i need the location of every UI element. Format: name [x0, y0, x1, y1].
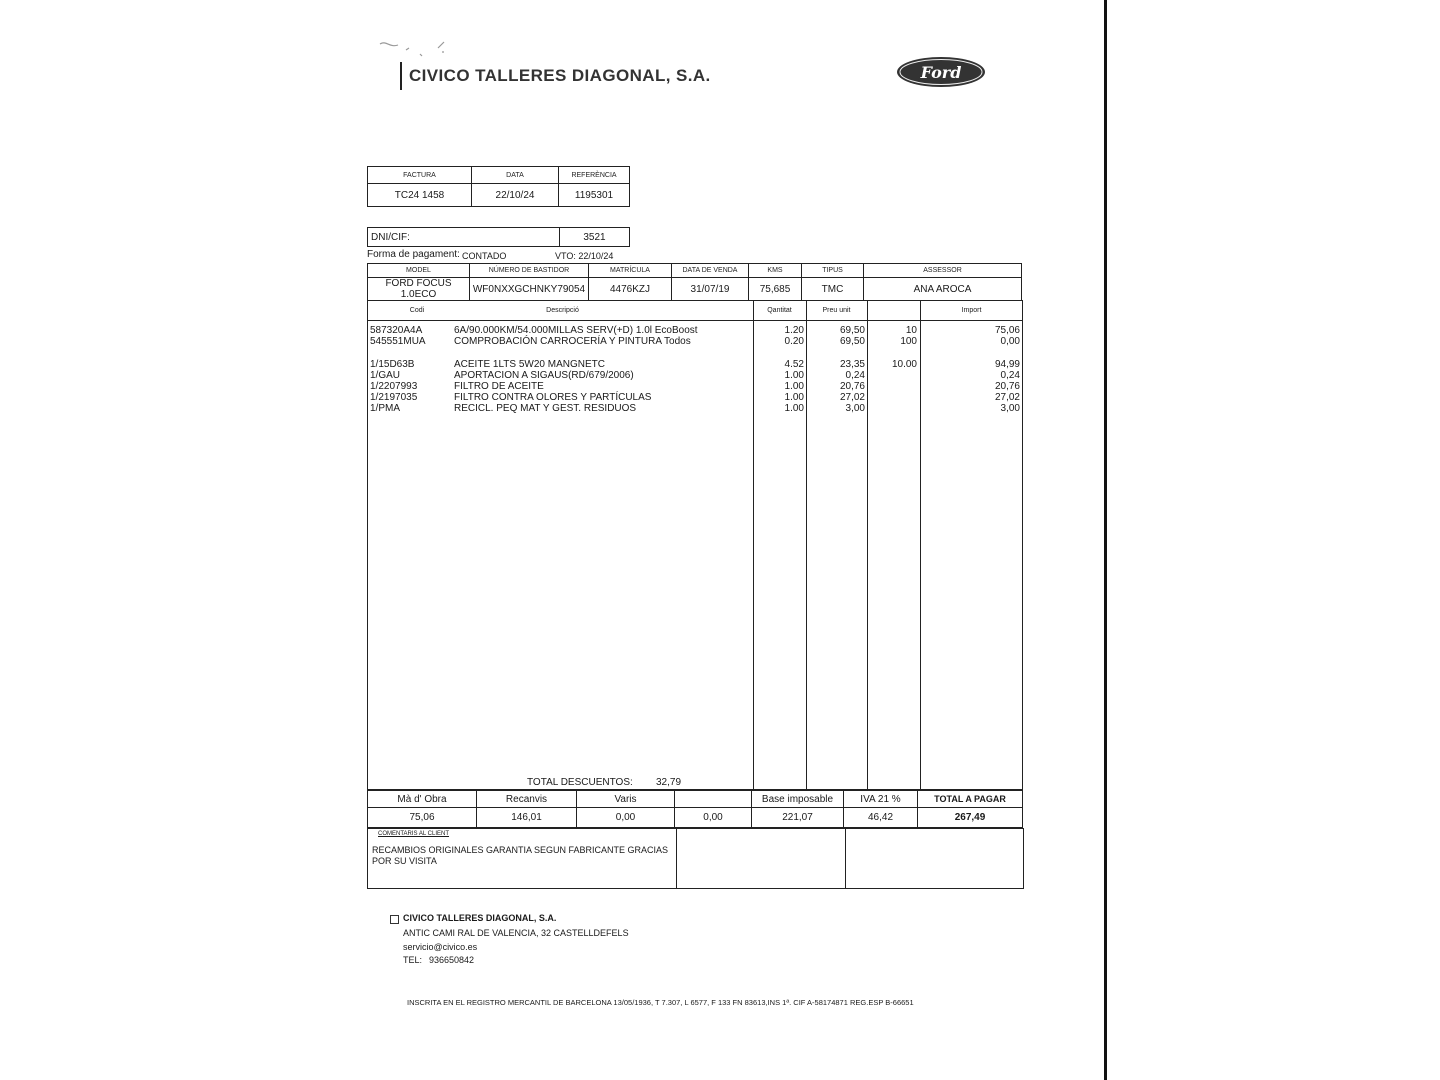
line-amount: 0,00: [1000, 336, 1020, 347]
tax-base-value: 221,07: [752, 808, 844, 828]
total-discounts-label: TOTAL DESCUENTOS:: [527, 777, 633, 788]
line-quantity: 1.00: [784, 392, 804, 403]
line-code: 545551MUA: [370, 336, 426, 347]
vin-value: WF0NXXGCHNKY79054: [470, 278, 589, 301]
company-header: CIVICO TALLERES DIAGONAL, S.A.: [400, 62, 711, 90]
line-unit-price: 20,76: [839, 381, 865, 392]
totals-table: [367, 790, 1023, 828]
col-amount-header: Import: [961, 307, 982, 314]
footer-tel-label: TEL:: [403, 955, 423, 965]
vat-value: 46,42: [844, 808, 918, 828]
line-quantity: 1.20: [784, 325, 804, 336]
line-description: RECICL. PEQ MAT Y GEST. RESIDUOS: [454, 403, 637, 414]
table-row: [0, 381, 1440, 392]
line-quantity: 0.20: [784, 336, 804, 347]
vat-label: IVA 21 %: [844, 791, 918, 808]
line-description: APORTACION A SIGAUS(RD/679/2006): [454, 370, 634, 381]
checkbox-icon: [390, 915, 399, 924]
total-due-label: TOTAL A PAGAR: [918, 791, 1023, 808]
line-amount: 0,24: [1000, 370, 1020, 381]
advisor-label: ASSESSOR: [864, 264, 1022, 278]
labour-label: Mà d' Obra: [368, 791, 477, 808]
total-due-value: 267,49: [918, 808, 1023, 828]
plate-value: 4476KZJ: [589, 278, 672, 301]
line-code: 1/2207993: [370, 381, 418, 392]
line-quantity: 1.00: [784, 370, 804, 381]
misc-label: Varis: [577, 791, 675, 808]
footer-company: CIVICO TALLERES DIAGONAL, S.A.: [403, 913, 557, 923]
kms-label: KMS: [749, 264, 802, 278]
registry-note: INSCRITA EN EL REGISTRO MERCANTIL DE BARCELONA 13/05/1936, T 7.307, L 6577, F 133 FN 83613,INS 1ª. CIF A-58174871 REG.ESP B-66651: [407, 998, 914, 1007]
line-description: 6A/90.000KM/54.000MILLAS SERV(+D) 1.0l EcoBoost: [454, 325, 698, 336]
footer-tel: 936650842: [429, 955, 475, 965]
type-value: TMC: [802, 278, 864, 301]
col-description-header: Descripció: [546, 307, 579, 314]
invoice-info-table: [367, 166, 630, 207]
blank-label: [675, 791, 752, 808]
vehicle-table: [367, 263, 1022, 301]
table-row: [0, 392, 1440, 403]
comments-label: COMENTARIS AL CLIENT: [378, 831, 450, 837]
table-row: [0, 325, 1440, 336]
sale-date-label: DATA DE VENDA: [672, 264, 749, 278]
line-code: 1/PMA: [370, 403, 401, 414]
invoice-number: TC24 1458: [368, 184, 472, 207]
col-price-header: Preu unit: [822, 307, 851, 314]
line-unit-price: 69,50: [839, 325, 865, 336]
line-unit-price: 3,00: [845, 403, 865, 414]
advisor-value: ANA AROCA: [864, 278, 1022, 301]
payment-method: CONTADO: [462, 251, 507, 261]
page-edge: [1104, 0, 1107, 1080]
ford-logo: [896, 56, 986, 88]
model-value: FORD FOCUS 1.0ECO: [368, 278, 470, 301]
line-amount: 3,00: [1000, 403, 1020, 414]
line-code: 1/GAU: [370, 370, 401, 381]
plate-label: MATRÍCULA: [589, 264, 672, 278]
line-amount: 20,76: [994, 381, 1020, 392]
col-code-header: Codi: [409, 307, 425, 314]
line-quantity: 4.52: [784, 359, 804, 370]
line-description: COMPROBACIÓN CARROCERÍA Y PINTURA Todos: [454, 336, 691, 347]
line-code: 1/15D63B: [370, 359, 415, 370]
line-discount: 10: [905, 325, 917, 336]
footer-address: ANTIC CAMI RAL DE VALENCIA, 32 CASTELLDEFELS: [403, 928, 629, 938]
line-code: 587320A4A: [370, 325, 423, 336]
line-amount: 75,06: [994, 325, 1020, 336]
invoice-reference: 1195301: [559, 184, 630, 207]
line-quantity: 1.00: [784, 403, 804, 414]
line-description: ACEITE 1LTS 5W20 MANGNETC: [454, 359, 605, 370]
model-label: MODEL: [368, 264, 470, 278]
table-row: [0, 403, 1440, 414]
misc-value: 0,00: [577, 808, 675, 828]
blank-value: 0,00: [675, 808, 752, 828]
kms-value: 75,685: [749, 278, 802, 301]
payment-label: Forma de pagament:: [367, 249, 460, 260]
invoice-date: 22/10/24: [472, 184, 559, 207]
line-discount: 10.00: [891, 359, 917, 370]
dni-label: DNI/CIF:: [368, 228, 560, 247]
labour-value: 75,06: [368, 808, 477, 828]
invoice-number-label: FACTURA: [368, 167, 472, 184]
svg-text:Ford: Ford: [920, 63, 962, 82]
tax-base-label: Base imposable: [752, 791, 844, 808]
line-unit-price: 27,02: [839, 392, 865, 403]
line-discount: 100: [900, 336, 917, 347]
line-amount: 27,02: [994, 392, 1020, 403]
comments-line-2: POR SU VISITA: [372, 856, 437, 866]
handwritten-scribble: [376, 36, 466, 60]
vin-label: NÚMERO DE BASTIDOR: [470, 264, 589, 278]
sale-date-value: 31/07/19: [672, 278, 749, 301]
line-code: 1/2197035: [370, 392, 418, 403]
line-amount: 94,99: [994, 359, 1020, 370]
footer-email: servicio@civico.es: [403, 942, 478, 952]
comments-line-1: RECAMBIOS ORIGINALES GARANTIA SEGUN FABRICANTE GRACIAS: [372, 845, 669, 855]
line-unit-price: 23,35: [839, 359, 865, 370]
due-date: VTO: 22/10/24: [555, 251, 614, 261]
line-description: FILTRO CONTRA OLORES Y PARTÍCULAS: [454, 392, 652, 403]
invoice-reference-label: REFERÈNCIA: [559, 167, 630, 184]
col-quantity-header: Qantitat: [767, 307, 792, 314]
dni-box: [367, 227, 630, 247]
line-quantity: 1.00: [784, 381, 804, 392]
invoice-date-label: DATA: [472, 167, 559, 184]
table-row: [0, 370, 1440, 381]
comments-box: [367, 828, 1024, 889]
dni-value: 3521: [560, 228, 630, 247]
parts-value: 146,01: [477, 808, 577, 828]
type-label: TIPUS: [802, 264, 864, 278]
total-discounts-value: 32,79: [656, 777, 682, 788]
line-unit-price: 0,24: [845, 370, 865, 381]
line-unit-price: 69,50: [839, 336, 865, 347]
table-row: [0, 359, 1440, 370]
line-description: FILTRO DE ACEITE: [454, 381, 544, 392]
parts-label: Recanvis: [477, 791, 577, 808]
table-row: [0, 336, 1440, 347]
